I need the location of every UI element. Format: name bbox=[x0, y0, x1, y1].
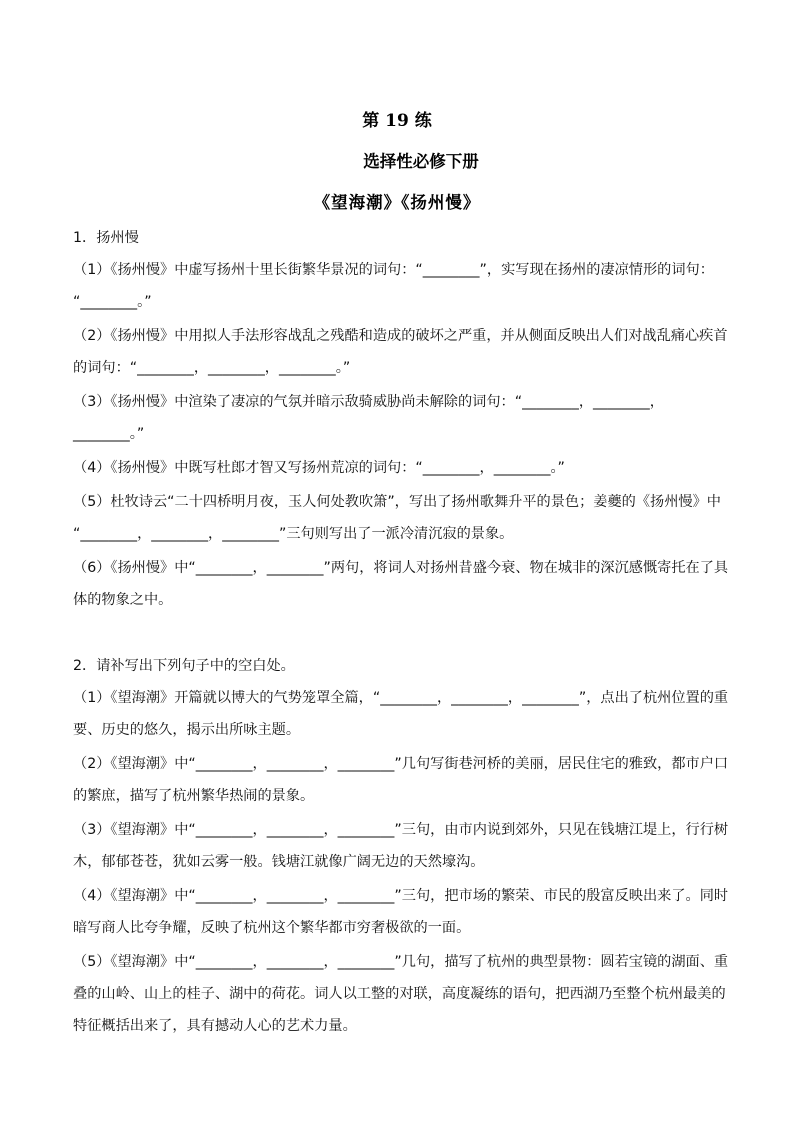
item-line: “________。” bbox=[73, 294, 152, 310]
item-line: （2）《望海潮》中“________，________，________”几句写街巷河桥的美丽，居民住宅的雅致，都市户口 bbox=[73, 756, 729, 772]
item-line: “________，________，________”三句则写出了一派冷清沉寂的景象。 bbox=[73, 526, 514, 542]
item-line: ________。” bbox=[73, 426, 145, 442]
item-line: 的词句：“________，________，________。” bbox=[73, 360, 351, 376]
item-line: 要、历史的悠久，揭示出所咏主题。 bbox=[73, 722, 301, 738]
poem-titles: 《望海潮》《扬州慢》 bbox=[313, 193, 481, 212]
question-1-title: 1．扬州慢 bbox=[73, 230, 139, 246]
question-1-item-1 bbox=[73, 258, 723, 314]
document-body bbox=[73, 226, 729, 1038]
item-line: 体的物象之中。 bbox=[73, 592, 173, 608]
item-line: 暗写商人比夸争耀，反映了杭州这个繁华都市穷奢极欲的一面。 bbox=[73, 920, 471, 936]
question-2-item-4 bbox=[73, 884, 729, 940]
textbook-volume: 选择性必修下册 bbox=[363, 152, 479, 171]
question-2-item-2 bbox=[73, 752, 729, 808]
item-line: （5）《望海潮》中“________，________，________”几句，描写了杭州的典型景物：圆若宝镜的湖面、重 bbox=[73, 954, 729, 970]
question-2-item-5 bbox=[73, 950, 729, 1038]
item-line: 特征概括出来了，具有撼动人心的艺术力量。 bbox=[73, 1018, 357, 1034]
item-line: （3）《扬州慢》中渲染了凄凉的气氛并暗示敌骑威胁尚未解除的词句：“________，________， bbox=[73, 394, 664, 410]
item-line: （2）《扬州慢》中用拟人手法形容战乱之残酷和造成的破坏之严重，并从侧面反映出人们对战乱痛心疾首 bbox=[73, 328, 728, 344]
question-1-item-6 bbox=[73, 556, 729, 612]
question-2-title: 2．请补写出下列句子中的空白处。 bbox=[73, 658, 295, 674]
item-line: （1）《望海潮》开篇就以博大的气势笼罩全篇，“________，________，________”，点出了杭州位置的重 bbox=[73, 690, 729, 706]
item-line: 的繁庶，描写了杭州繁华热闹的景象。 bbox=[73, 788, 315, 804]
question-1-item-5 bbox=[73, 490, 723, 546]
item-line: （4）《望海潮》中“________，________，________”三句，把市场的繁荣、市民的殷富反映出来了。同时 bbox=[73, 888, 729, 904]
item-line: 木，郁郁苍苍，犹如云雾一般。钱塘江就像广阔无边的天然壕沟。 bbox=[73, 854, 485, 870]
question-2-item-1 bbox=[73, 686, 729, 742]
question-1-item-4 bbox=[73, 456, 723, 480]
item-line: （3）《望海潮》中“________，________，________”三句，由市内说到郊外，只见在钱塘江堤上，行行树 bbox=[73, 822, 729, 838]
item-line: 叠的山岭、山上的桂子、湖中的荷花。词人以工整的对联，高度凝练的语句，把西湖乃至整个杭州最美的 bbox=[73, 986, 726, 1002]
lesson-number: 第 19 练 bbox=[362, 111, 432, 131]
item-line: （6）《扬州慢》中“________，________”两句，将词人对扬州昔盛今衰、物在城非的深沉感慨寄托在了具 bbox=[73, 560, 729, 576]
item-line: （4）《扬州慢》中既写杜郎才智又写扬州荒凉的词句：“________，________。” bbox=[73, 460, 565, 476]
question-1-item-3 bbox=[73, 390, 723, 446]
question-1-item-2 bbox=[73, 324, 728, 380]
item-line: （1）《扬州慢》中虚写扬州十里长街繁华景况的词句：“________”，实写现在扬州的凄凉情形的词句： bbox=[73, 262, 714, 278]
item-line: （5）杜牧诗云“二十四桥明月夜，玉人何处教吹箫”，写出了扬州歌舞升平的景色；姜夔的《扬州慢》中 bbox=[73, 494, 721, 510]
question-2-item-3 bbox=[73, 818, 729, 874]
